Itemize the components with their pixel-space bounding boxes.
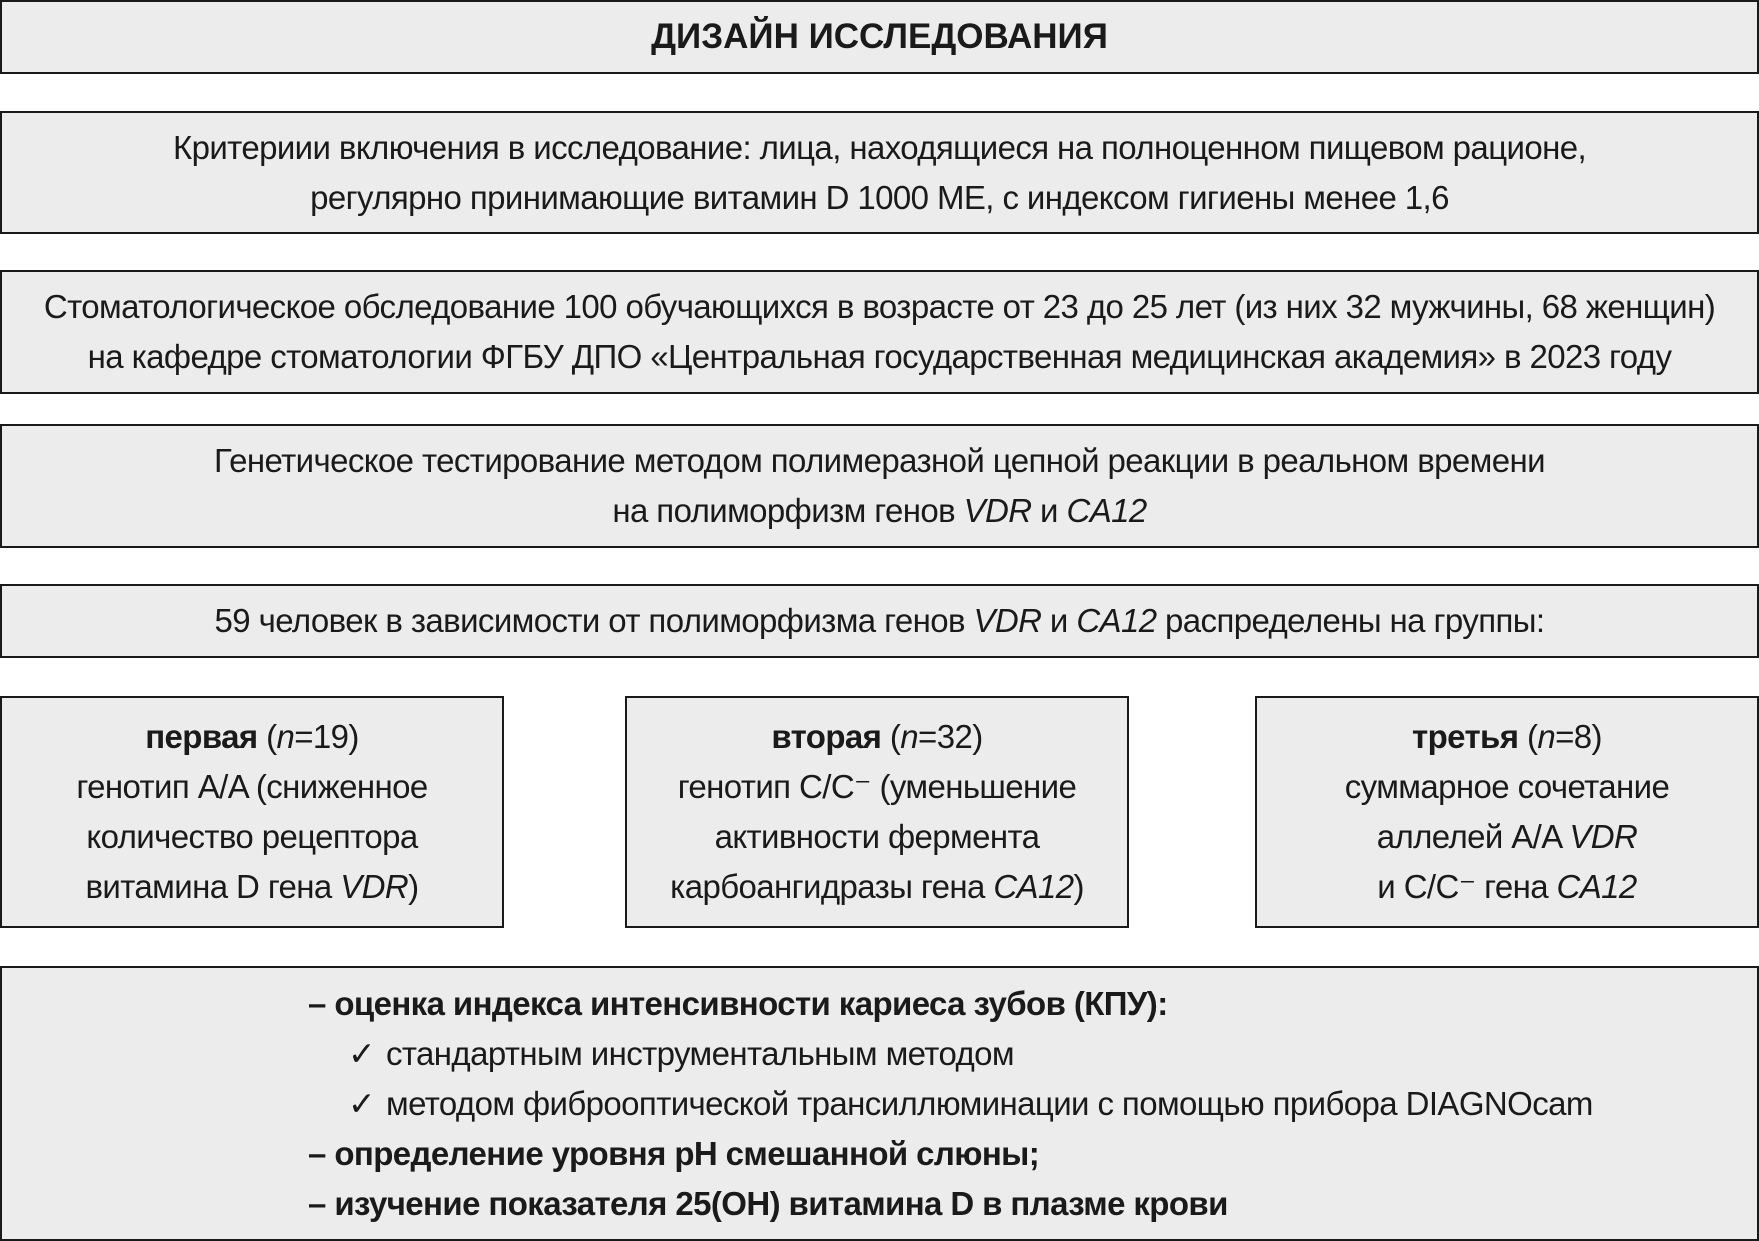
group-first-line-2: количество рецептора [86,818,418,855]
method-caries-index: – оценка индекса интенсивности кариеса зубов (КПУ): [308,984,1168,1022]
genetic-line-1: Генетическое тестирование методом полимеразной цепной реакции в реальном времени [214,442,1545,479]
group-second-line-2: активности фермента [714,818,1040,855]
gene-ca12: CA12 [1066,492,1147,529]
gene-vdr: VDR [963,492,1032,529]
gene-ca12: CA12 [1556,868,1637,905]
group-n-value: =19) [294,718,359,755]
group-second-line-1: генотип C/C⁻ (уменьшение [677,768,1077,805]
group-n-label: n [1537,718,1556,755]
method-sub-standard-text: стандартным инструментальным методом [386,1034,1014,1072]
checkmark-icon: ✓ [348,1034,376,1072]
group-name: первая [145,718,258,755]
criteria-line-2: регулярно принимающие витамин D 1000 МЕ, с индексом гигиены менее 1,6 [310,178,1449,216]
group-third-box [1255,696,1759,928]
methods-box [0,966,1759,1241]
method-sub-standard [308,1029,1014,1079]
checkmark-icon: ✓ [348,1084,376,1122]
title-box [0,0,1759,74]
genetic-line-2-text: на полиморфизм генов [612,492,964,529]
group-n-open: ( [881,718,901,755]
conjunction: и [1041,602,1077,639]
gene-vdr: VDR [340,868,409,905]
group-second-line-3 [670,862,1084,912]
group-third-line-2-text: аллелей A/A [1376,818,1570,855]
page-title: ДИЗАЙН ИССЛЕДОВАНИЯ [651,17,1108,56]
method-vitamin-d: – изучение показателя 25(OH) витамина D в плазме крови [308,1184,1228,1222]
genetic-line-2 [612,486,1146,536]
method-sub-diagnocam [308,1079,1593,1129]
groups-intro-line [215,596,1545,646]
gene-ca12: CA12 [993,868,1074,905]
group-third-line-3-text: и C/C⁻ гена [1377,868,1557,905]
group-n-value: =32) [918,718,983,755]
groups-intro-box [0,584,1759,658]
groups-intro-suffix: распределены на группы: [1156,602,1545,639]
group-third-header [1412,712,1602,762]
conjunction: и [1031,492,1067,529]
exam-line-1: Стоматологическое обследование 100 обучающихся в возрасте от 23 до 25 лет (из них 32 мужчины, 68 женщин) [43,288,1716,325]
group-first-line-3 [85,862,418,912]
group-first-line-3-close: ) [408,868,419,905]
group-first-line-3-text: витамина D гена [85,868,341,905]
group-second-header [771,712,982,762]
group-n-open: ( [1518,718,1538,755]
gene-vdr: VDR [1569,818,1638,855]
group-third-line-3 [1377,862,1636,912]
gene-vdr: VDR [973,602,1042,639]
group-third-line-1: суммарное сочетание [1344,768,1670,805]
criteria-line-1: Критериии включения в исследование: лица, находящиеся на полноценном пищевом рационе, [172,128,1587,166]
exam-line-2: на кафедре стоматологии ФГБУ ДПО «Центральная государственная медицинская академия» в 2023 году [87,338,1672,375]
group-first-box [0,696,504,928]
group-name: вторая [771,718,882,755]
group-first-line-1: генотип A/A (сниженное [76,768,428,805]
dental-exam-box [0,270,1759,394]
group-name: третья [1412,718,1519,755]
inclusion-criteria-box [0,111,1759,234]
group-second-line-3-text: карбоангидразы гена [670,868,994,905]
group-second-box [625,696,1129,928]
method-saliva-ph: – определение уровня pH смешанной слюны; [308,1134,1040,1172]
groups-intro-text: 59 человек в зависимости от полиморфизма генов [214,602,974,639]
method-sub-diagnocam-text: методом фиброоптической трансиллюминации с помощью прибора DIAGNOcam [386,1084,1593,1122]
group-n-value: =8) [1555,718,1602,755]
group-n-label: n [276,718,295,755]
gene-ca12: CA12 [1076,602,1157,639]
group-third-line-2 [1377,812,1638,862]
genetic-testing-box [0,424,1759,548]
group-second-line-3-close: ) [1073,868,1084,905]
group-n-open: ( [257,718,277,755]
group-n-label: n [900,718,919,755]
group-first-header [145,712,359,762]
